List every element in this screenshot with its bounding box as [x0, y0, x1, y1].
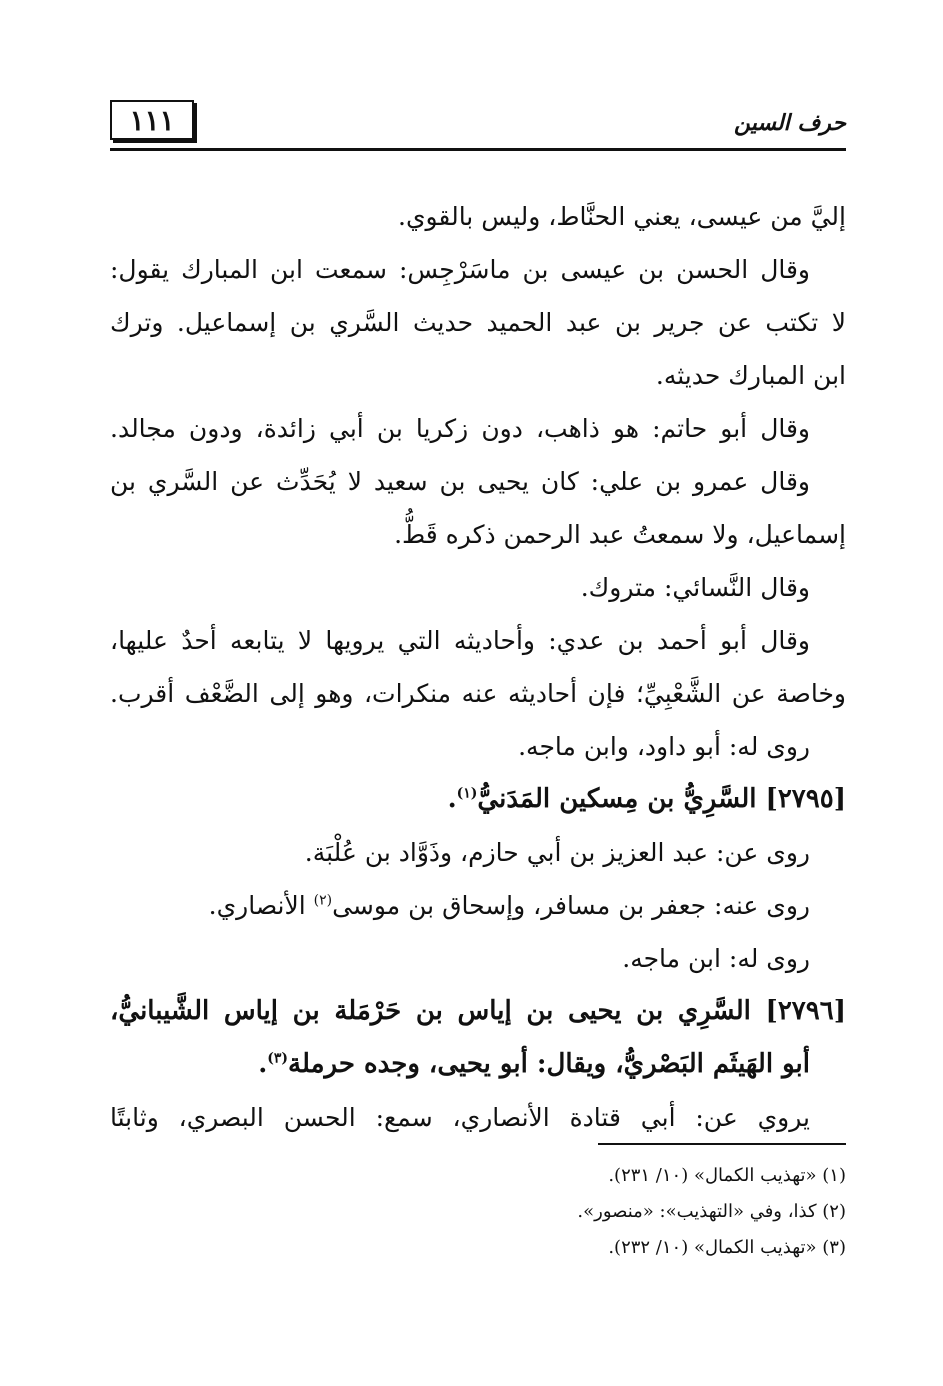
- line-text: أبو الهَيثَم البَصْريُّ، ويقال: أبو يحيى، وجده حرملة: [288, 1049, 810, 1079]
- line-text: إليَّ من عيسى، يعني الحنَّاط، وليس بالقوي.: [398, 202, 846, 231]
- page-header: [110, 96, 846, 152]
- footnote-3: (٣) «تهذيب الكمال» (١٠/ ٢٣٢).: [608, 1237, 846, 1258]
- line-text-after: .: [447, 784, 457, 814]
- entry-heading-2796-cont: [110, 1038, 846, 1091]
- text-line: [110, 932, 846, 985]
- page-number-box: [110, 100, 194, 140]
- line-text: وقال أبو أحمد بن عدي: وأحاديثه التي يرويها لا يتابعه أحدٌ عليها،: [110, 626, 810, 655]
- line-text: روى له: ابن ماجه.: [622, 944, 810, 973]
- line-text: [٢٧٩٥] السَّرِيُّ بن مِسكين المَدَنيُّ: [477, 784, 846, 814]
- footnote-marker: (١): [456, 785, 478, 802]
- footnote-rule: [598, 1143, 846, 1145]
- main-text: [110, 190, 846, 1144]
- line-text: [٢٧٩٦] السَّرِي بن يحيى بن إياس بن حَرْمَلة بن إياس الشَّيبانيُّ،: [110, 996, 846, 1026]
- line-text: لا تكتب عن جرير بن عبد الحميد حديث السَّري بن إسماعيل. وترك: [110, 308, 846, 337]
- line-text: يروي عن: أبي قتادة الأنصاري، سمع: الحسن البصري، وثابتًا: [110, 1103, 810, 1132]
- text-line: [110, 879, 846, 932]
- text-line: [110, 402, 846, 455]
- line-text-after: الأنصاري.: [208, 891, 314, 920]
- text-line: [110, 296, 846, 349]
- text-line: [110, 720, 846, 773]
- line-text: ابن المبارك حديثه.: [655, 361, 846, 390]
- footnote-2: (٢) كذا، وفي «التهذيب»: «منصور».: [577, 1201, 846, 1222]
- line-text: وقال النَّسائي: متروك.: [580, 573, 810, 602]
- entry-heading-2795: [110, 773, 846, 826]
- line-text: وقال أبو حاتم: هو ذاهب، دون زكريا بن أبي زائدة، ودون مجالد.: [110, 414, 810, 443]
- text-line: [110, 508, 846, 561]
- line-text-after: .: [258, 1049, 268, 1079]
- line-text: وقال الحسن بن عيسى بن ماسَرْجِس: سمعت ابن المبارك يقول:: [110, 255, 810, 284]
- line-text: روى له: أبو داود، وابن ماجه.: [518, 732, 810, 761]
- header-rule: [110, 148, 846, 151]
- text-line: [110, 614, 846, 667]
- footnote-marker: (٢): [313, 892, 333, 909]
- footnote-marker: (٣): [267, 1050, 289, 1067]
- line-text: روى عن: عبد العزيز بن أبي حازم، وذَوَّاد بن عُلْبَة.: [304, 838, 810, 867]
- line-text: وخاصة عن الشَّعْبِيِّ؛ فإن أحاديثه عنه منكرات، وهو إلى الضَّعْف أقرب.: [110, 679, 846, 708]
- footnote-1: (١) «تهذيب الكمال» (١٠/ ٢٣١).: [608, 1165, 846, 1186]
- line-text: وقال عمرو بن علي: كان يحيى بن سعيد لا يُحَدِّث عن السَّري بن: [110, 467, 810, 496]
- text-line: [110, 243, 846, 296]
- text-line: [110, 667, 846, 720]
- running-head: حرف السين: [733, 110, 846, 136]
- text-line: [110, 455, 846, 508]
- page-number: ١١١: [129, 103, 175, 137]
- text-line: [110, 349, 846, 402]
- text-line: [110, 826, 846, 879]
- text-line: [110, 1091, 846, 1144]
- line-text: إسماعيل، ولا سمعتُ عبد الرحمن ذكره قَطُّ.: [394, 520, 846, 549]
- line-text: روى عنه: جعفر بن مسافر، وإسحاق بن موسى: [332, 891, 810, 920]
- text-line: [110, 561, 846, 614]
- text-line: [110, 190, 846, 243]
- entry-heading-2796: [110, 985, 846, 1038]
- footnotes: [110, 1158, 846, 1266]
